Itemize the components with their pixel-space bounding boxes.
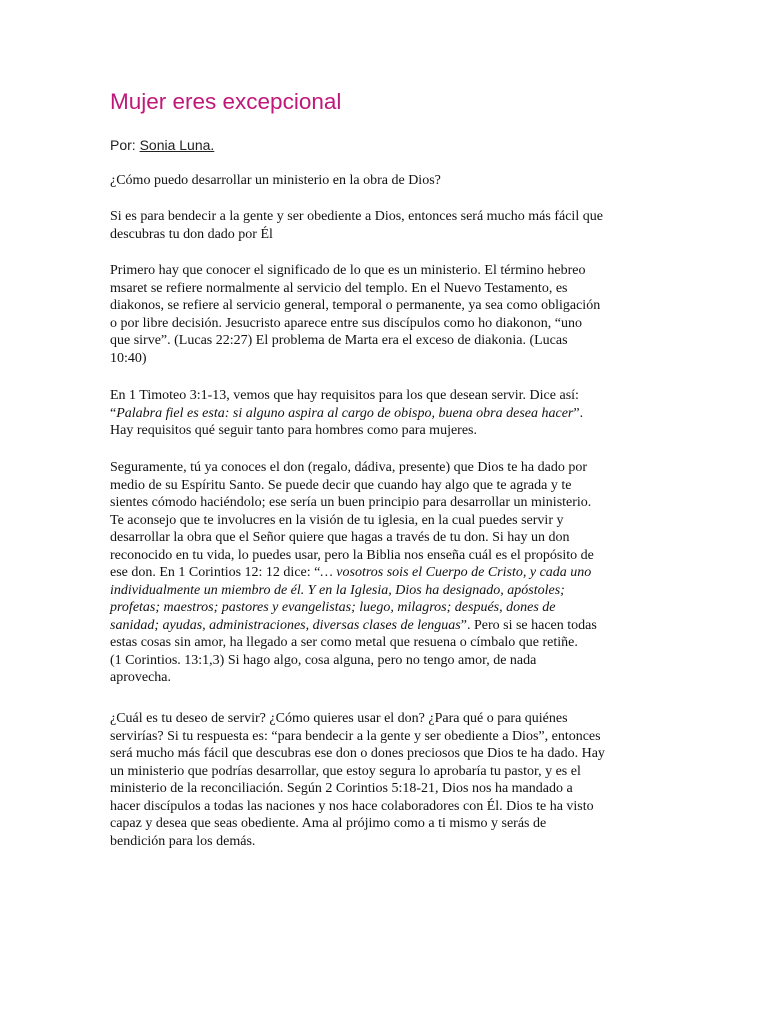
paragraph: [110, 172, 441, 190]
text-line: [110, 634, 597, 652]
italic-quote: profetas; maestros; pastores y evangelistas; luego, milagros; después, dones de: [110, 600, 556, 615]
text-line: [110, 387, 583, 405]
text-run: (1 Corintios. 13:1,3) Si hago algo, cosa alguna, pero no tengo amor, de nada: [110, 652, 537, 668]
paragraph: [110, 387, 583, 440]
text-run: Si es para bendecir a la gente y ser obediente a Dios, entonces será mucho más fácil que: [110, 209, 603, 224]
text-line: [110, 798, 605, 816]
text-run: un ministerio que podrías desarrollar, que estoy segura lo aprobaría tu pastor, y es el: [110, 763, 581, 779]
text-run: reconocido en tu vida, lo puedes usar, pero la Biblia nos enseña cuál es el propósito de: [110, 547, 594, 563]
text-run: msaret se refiere normalmente al servicio del templo. En el Nuevo Testamento, es: [110, 280, 568, 296]
text-run: aprovecha.: [110, 670, 172, 685]
paragraph: [110, 208, 603, 243]
text-line: [110, 763, 605, 781]
text-line: [110, 652, 597, 670]
text-line: [110, 669, 597, 687]
text-line: [110, 728, 605, 746]
text-line: [110, 315, 600, 333]
text-line: [110, 780, 605, 798]
text-run: hacer discípulos a todas las naciones y nos hace colaboradores con Él. Dios te ha visto: [110, 798, 594, 814]
text-line: [110, 297, 600, 315]
text-line: [110, 529, 597, 547]
text-run: ¿Cómo puedo desarrollar un ministerio en la obra de Dios?: [110, 173, 441, 188]
text-line: [110, 564, 597, 582]
text-run: sientes cómodo haciéndolo; ese sería un buen principio para desarrollar un ministerio.: [110, 495, 592, 510]
text-run: Seguramente, tú ya conoces el don (regalo, dádiva, presente) que Dios te ha dado por: [110, 460, 587, 475]
text-line: [110, 332, 600, 350]
text-run: 10:40): [110, 350, 147, 366]
text-run: capaz y desea que seas obediente. Ama al prójimo como a ti mismo y serás de: [110, 816, 547, 831]
text-run: ese don. En 1 Corintios 12: 12 dice: “: [110, 565, 321, 580]
text-run: En 1 Timoteo 3:1-13, vemos que hay requisitos para los que desean servir. Dice así:: [110, 388, 579, 403]
text-line: [110, 815, 605, 833]
text-line: [110, 172, 441, 190]
text-run: Primero hay que conocer el significado de lo que es un ministerio. El término hebreo: [110, 263, 586, 278]
text-run: medio de su Espíritu Santo. Se puede decir que cuando hay algo que te agrada y te: [110, 477, 572, 493]
text-line: [110, 405, 583, 423]
italic-quote: individualmente un miembro de él. Y en la Iglesia, Dios ha designado, apóstoles;: [110, 582, 565, 598]
text-run: estas cosas sin amor, ha llegado a ser como metal que resuena o címbalo que retiñe.: [110, 635, 578, 650]
text-run: desarrollar la obra que el Señor quiere que hagas a través de tu don. Si hay un don: [110, 530, 570, 545]
text-run: servirías? Si tu respuesta es: “para bendecir a la gente y ser obediente a Dios”, entonces: [110, 728, 601, 744]
text-run: diakonos, se refiere al servicio general, temporal o permanente, ya sea como obligación: [110, 298, 601, 313]
paragraph: [110, 459, 597, 687]
text-line: [110, 280, 600, 298]
byline: [110, 137, 214, 153]
text-line: [110, 512, 597, 530]
text-line: [110, 599, 597, 617]
text-run: ministerio de la reconciliación. Según 2 Corintios 5:18-21, Dios nos ha mandado a: [110, 781, 573, 796]
text-line: [110, 833, 605, 851]
text-line: [110, 208, 603, 226]
text-run: o por libre decisión. Jesucristo aparece entre sus discípulos como ho diakonon, “uno: [110, 315, 582, 331]
italic-quote: sanidad; ayudas, administraciones, diversas clases de lenguas: [110, 617, 461, 633]
paragraph: [110, 262, 600, 367]
text-line: [110, 745, 605, 763]
text-line: [110, 547, 597, 565]
text-line: [110, 710, 605, 728]
author-link[interactable]: Sonia Luna.: [139, 137, 215, 153]
text-line: [110, 582, 597, 600]
text-run: “: [110, 405, 117, 421]
text-run: Te aconsejo que te involucres en la visión de tu iglesia, en la cual puedes servir y: [110, 512, 564, 528]
text-run: bendición para los demás.: [110, 833, 256, 849]
text-line: [110, 262, 600, 280]
text-run: ”.: [573, 405, 584, 421]
text-line: [110, 350, 600, 368]
document-title: Mujer eres excepcional: [110, 89, 342, 114]
text-line: [110, 494, 597, 512]
text-line: [110, 617, 597, 635]
text-line: [110, 422, 583, 440]
italic-quote: … vosotros sois el Cuerpo de Cristo, y cada uno: [320, 565, 592, 580]
text-line: [110, 459, 597, 477]
text-line: [110, 477, 597, 495]
text-run: ”. Pero si se hacen todas: [460, 617, 597, 633]
text-run: que sirve”. (Lucas 22:27) El problema de Marta era el exceso de diakonia. (Lucas: [110, 333, 568, 348]
text-run: será mucho más fácil que descubras ese don o dones preciosos que Dios te ha dado. Hay: [110, 746, 605, 761]
byline-prefix: Por:: [110, 137, 140, 153]
text-run: ¿Cuál es tu deseo de servir? ¿Cómo quieres usar el don? ¿Para qué o para quiénes: [110, 711, 568, 726]
paragraph: [110, 710, 605, 850]
italic-quote: Palabra fiel es esta: si alguno aspira al cargo de obispo, buena obra desea hacer: [116, 405, 574, 421]
text-run: Hay requisitos qué seguir tanto para hombres como para mujeres.: [110, 423, 478, 438]
text-line: [110, 226, 603, 244]
text-run: descubras tu don dado por Él: [110, 226, 273, 242]
